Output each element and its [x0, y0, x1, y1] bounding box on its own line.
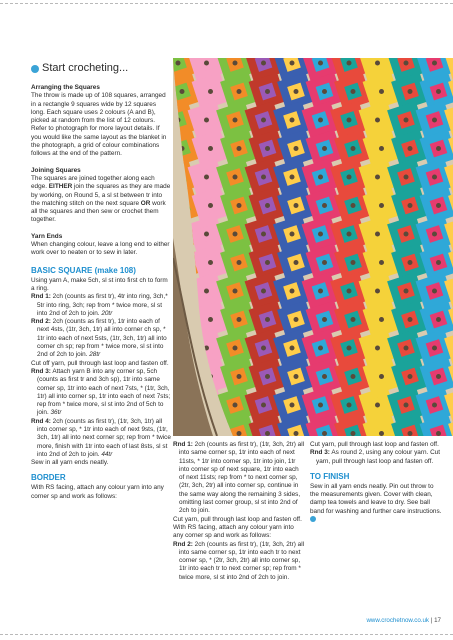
- joining-text-3: work all the squares and then sew or crochet them together.: [31, 199, 166, 224]
- crochet-square-hole: [404, 289, 409, 294]
- crochet-square-hole: [436, 146, 441, 151]
- crochet-square-hole: [261, 289, 266, 294]
- basic-square-intro: Using yarn A, make 5ch, sl st into first ch to form a ring.: [31, 276, 168, 292]
- crochet-square-hole: [233, 118, 238, 123]
- arranging-body: The throw is made up of 108 squares, arranged in a rectangle 9 squares wide by 12 squares long. Each square uses 2 colours (A and B), picked at random from the list of 12 colours. Refer to photograph for more layout details. If you would like the same layout as the blanket in the photograph, a grid of colour combinations follows at the end of the pattern.: [31, 92, 167, 158]
- crochet-square-hole: [408, 431, 413, 436]
- crochet-square-hole: [408, 89, 413, 94]
- crochet-square-hole: [233, 289, 238, 294]
- crochet-square-hole: [290, 403, 295, 408]
- crochet-square-hole: [208, 89, 213, 94]
- rnd-count: 44tr: [101, 450, 113, 458]
- crochet-square-hole: [379, 260, 384, 265]
- crochet-square-hole: [265, 146, 270, 151]
- crochet-square-hole: [351, 89, 356, 94]
- middle-column: [173, 441, 305, 582]
- crochet-square-hole: [204, 61, 209, 66]
- section-heading: [31, 62, 171, 75]
- crochet-square-hole: [322, 89, 327, 94]
- rnd-text: 2ch (counts as first tr), 4tr into ring, 3ch,* 5tr into ring, 3ch; rep from * twice more, sl st into 2nd of 2ch to join.: [37, 293, 168, 317]
- crochet-square-hole: [347, 289, 352, 294]
- border-title: BORDER: [31, 473, 66, 483]
- yarn-ends-body: When changing colour, leave a long end to either work over to neaten or to sew in later.: [31, 241, 170, 257]
- basic-square-title: BASIC SQUARE (make 108): [31, 265, 136, 275]
- crochet-square-hole: [294, 203, 299, 208]
- crochet-square-hole: [208, 203, 213, 208]
- rnd-2-cut: Cut off yarn, pull through last loop and fasten off.: [31, 359, 169, 367]
- crochet-square-hole: [180, 89, 185, 94]
- crochet-square-hole: [432, 118, 437, 123]
- crochet-square-hole: [290, 232, 295, 237]
- finish-text: Sew in all yarn ends neatly. Pin out throw to the measurements given. Cover with clean, damp tea towels and leave to dry. See ball band for washing and further care instructions.: [310, 482, 442, 515]
- rnd-text: 2ch (counts as first tr), (1tr, 3ch, 2tr) all into same corner sp, 1tr into each tr to next corner sp, * (2tr, 3ch, 2tr) all into corner sp, 1tr into each tr to next corner sp; rep from * twice more, sl st into 2nd of 2ch to join.: [179, 540, 305, 581]
- crochet-square-hole: [379, 431, 384, 436]
- crochet-square-hole: [379, 203, 384, 208]
- crochet-square-hole: [408, 317, 413, 322]
- joining-text-1: The squares are joined together along each edge.: [31, 174, 155, 191]
- crochet-square-hole: [176, 61, 181, 66]
- crochet-square-hole: [290, 61, 295, 66]
- rnd-1: [31, 293, 171, 318]
- crochet-square-hole: [237, 146, 242, 151]
- crochet-square-hole: [432, 61, 437, 66]
- crochet-square-hole: [290, 118, 295, 123]
- rnd-label: Rnd 2:: [31, 318, 51, 326]
- crochet-square-hole: [432, 232, 437, 237]
- crochet-square-hole: [318, 232, 323, 237]
- crochet-square-hole: [290, 175, 295, 180]
- crochet-square-hole: [261, 346, 266, 351]
- crochet-square-hole: [375, 61, 380, 66]
- footer-separator: |: [430, 617, 433, 624]
- crochet-square-hole: [379, 317, 384, 322]
- crochet-squares: [173, 58, 453, 436]
- crochet-square-hole: [404, 232, 409, 237]
- crochet-square-hole: [408, 146, 413, 151]
- crochet-square-hole: [432, 403, 437, 408]
- crochet-square-hole: [237, 203, 242, 208]
- crochet-square-hole: [208, 260, 213, 265]
- rnd-label: Rnd 1:: [173, 441, 193, 448]
- crochet-square-hole: [204, 175, 209, 180]
- crochet-square-hole: [375, 346, 380, 351]
- joining-either: EITHER: [48, 183, 73, 191]
- crochet-square-hole: [233, 232, 238, 237]
- crochet-square-hole: [322, 203, 327, 208]
- rnd-2: [31, 318, 171, 359]
- crochet-square-hole: [347, 175, 352, 180]
- crochet-square-hole: [379, 146, 384, 151]
- crochet-square-hole: [375, 175, 380, 180]
- crochet-square-hole: [261, 118, 266, 123]
- crochet-square-hole: [318, 289, 323, 294]
- bullet-dot-icon: [31, 65, 39, 73]
- page-footer: [366, 617, 441, 624]
- crochet-square-hole: [261, 61, 266, 66]
- crochet-square-hole: [233, 61, 238, 66]
- crochet-square-hole: [318, 403, 323, 408]
- crochet-square-hole: [318, 175, 323, 180]
- crochet-square-hole: [237, 260, 242, 265]
- crochet-square-hole: [265, 89, 270, 94]
- border-cut-2: Cut yarn, pull through last loop and fasten off.: [310, 441, 439, 448]
- rnd-text: As round 2, using any colour yarn. Cut yarn, pull through last loop and fasten off.: [316, 449, 441, 465]
- border-rnd-2-start: [173, 541, 305, 582]
- crochet-square-hole: [347, 346, 352, 351]
- left-column: [31, 62, 171, 501]
- rnd-label: Rnd 3:: [310, 449, 330, 457]
- page-number: 17: [434, 617, 441, 624]
- crochet-square-hole: [322, 146, 327, 151]
- rnd-count: 20tr: [101, 309, 113, 317]
- crochet-square-hole: [237, 431, 242, 436]
- crochet-square-hole: [204, 118, 209, 123]
- crochet-square-hole: [432, 175, 437, 180]
- arranging-title: Arranging the Squares: [31, 84, 100, 91]
- crochet-square-hole: [208, 146, 213, 151]
- crochet-square-hole: [294, 146, 299, 151]
- rnd-text: 2ch (counts as first tr), (1tr, 3ch, 1tr) all into corner sp, * 1tr into each of next 9sts, (1tr, 3ch, 1tr) all into next corner sp; rep from * twice more, finish with 1tr into each of last 8sts, sl st into 2nd of 2ch to join.: [37, 417, 171, 458]
- rnd-count: 28tr: [89, 351, 101, 359]
- rnd-label: Rnd 3:: [31, 367, 51, 375]
- crochet-square-hole: [351, 374, 356, 379]
- crochet-square-hole: [375, 403, 380, 408]
- crochet-square-hole: [379, 89, 384, 94]
- crochet-square-hole: [436, 431, 441, 436]
- crochet-square-hole: [322, 431, 327, 436]
- crochet-square-hole: [208, 317, 213, 322]
- to-finish-title: TO FINISH: [310, 471, 350, 481]
- crochet-square-hole: [436, 317, 441, 322]
- crochet-square-hole: [351, 431, 356, 436]
- rnd-count: 36tr: [50, 409, 62, 417]
- right-column: [310, 441, 442, 524]
- crochet-square-hole: [265, 374, 270, 379]
- crochet-square-hole: [237, 317, 242, 322]
- crochet-square-hole: [408, 260, 413, 265]
- crochet-square-hole: [347, 118, 352, 123]
- crochet-square-hole: [436, 374, 441, 379]
- yarn-ends-title: Yarn Ends: [31, 232, 63, 240]
- crochet-square-hole: [436, 89, 441, 94]
- crochet-square-hole: [294, 431, 299, 436]
- crochet-square-hole: [404, 61, 409, 66]
- crochet-square-hole: [432, 346, 437, 351]
- crochet-square-hole: [436, 203, 441, 208]
- crochet-square-hole: [318, 61, 323, 66]
- rnd-text: 2ch (counts as first tr), 1tr into each of next 4sts, (1tr, 3ch, 1tr) all into corner ch sp, * 1tr into each of next 5sts, (1tr, 3ch, 1tr) all into corner ch sp; rep from * twice more, sl st into 2nd of 2ch to join.: [37, 318, 167, 359]
- crochet-square-hole: [294, 317, 299, 322]
- sew-in-ends: Sew in all yarn ends neatly.: [31, 459, 109, 467]
- joining-body: [31, 175, 171, 225]
- rnd-label: Rnd 1:: [31, 293, 51, 301]
- crochet-square-hole: [404, 175, 409, 180]
- crochet-square-hole: [237, 374, 242, 379]
- border-rnd-1: [173, 441, 305, 516]
- crochet-square-hole: [351, 317, 356, 322]
- joining-or: OR: [140, 199, 151, 207]
- crochet-square-hole: [347, 232, 352, 237]
- crochet-square-hole: [375, 232, 380, 237]
- crochet-square-hole: [318, 118, 323, 123]
- crochet-square-hole: [351, 146, 356, 151]
- crochet-square-hole: [290, 289, 295, 294]
- rnd-text: Attach yarn B into any corner sp, 5ch (counts as first tr and 3ch sp), 1tr into same corner sp, 1tr into each of next 7sts, * (1tr, 3ch, 1tr) all into corner sp, 1tr into each of next 7sts; rep from * twice more, sl st into 2nd of 5ch to join.: [37, 367, 171, 417]
- crochet-square-hole: [351, 260, 356, 265]
- crochet-square-hole: [204, 289, 209, 294]
- crochet-square-hole: [404, 346, 409, 351]
- crochet-square-hole: [237, 89, 242, 94]
- crochet-square-hole: [404, 118, 409, 123]
- rnd-3: [31, 368, 171, 418]
- crochet-square-hole: [233, 175, 238, 180]
- crochet-square-hole: [375, 118, 380, 123]
- crochet-square-hole: [294, 374, 299, 379]
- crochet-square-hole: [347, 403, 352, 408]
- crochet-square-hole: [322, 374, 327, 379]
- crochet-square-hole: [265, 317, 270, 322]
- crochet-square-hole: [379, 374, 384, 379]
- crochet-square-hole: [347, 61, 352, 66]
- border-rnd-3: [310, 449, 442, 466]
- footer-url[interactable]: www.crochetnow.co.uk: [366, 617, 430, 624]
- bottom-dashed-rule: [0, 634, 453, 635]
- crochet-square-hole: [290, 346, 295, 351]
- crochet-square-hole: [261, 232, 266, 237]
- rnd-text: 2ch (counts as first tr), (1tr, 3ch, 2tr) all into same corner sp, 1tr into each of next 11sts, * 1tr into corner sp, 1tr into join, 1tr into corner sp of next square, 1tr into each of next 11sts; rep from * to next corner sp, (2tr, 3ch, 2tr) all into corner sp, continue in the same way along the remaining 3 sides, omitting last corner group, sl st into 2nd of 2ch to join.: [179, 441, 305, 515]
- crochet-square-hole: [265, 260, 270, 265]
- crochet-square-hole: [404, 403, 409, 408]
- crochet-square-hole: [294, 89, 299, 94]
- crochet-square-hole: [322, 317, 327, 322]
- crochet-square-hole: [436, 260, 441, 265]
- crochet-square-hole: [375, 289, 380, 294]
- crochet-square-hole: [233, 346, 238, 351]
- crochet-square-hole: [318, 346, 323, 351]
- joining-title: Joining Squares: [31, 166, 81, 174]
- joining-text-2: join the squares as they are made by working, on Round 5, a sl st between tr into the matching stitch on the next square: [31, 183, 171, 207]
- heading-text: Start crocheting...: [42, 62, 129, 74]
- border-intro: With RS facing, attach any colour yarn into any corner sp and work as follows:: [31, 484, 164, 500]
- rnd-4: [31, 418, 171, 459]
- crochet-square-hole: [265, 431, 270, 436]
- border-cut-1: Cut yarn, pull through last loop and fasten off.: [173, 515, 302, 523]
- border-rs-2: With RS facing, attach any colour yarn into any corner sp and work as follows:: [173, 523, 294, 540]
- blanket-photo: [173, 58, 453, 436]
- end-dot-icon: [310, 516, 316, 522]
- rnd-label: Rnd 4:: [31, 417, 51, 425]
- crochet-square-hole: [261, 403, 266, 408]
- crochet-square-hole: [294, 260, 299, 265]
- crochet-square-hole: [351, 203, 356, 208]
- crochet-square-hole: [408, 374, 413, 379]
- to-finish-body: [310, 483, 442, 524]
- granny-square-blanket-image: [173, 58, 453, 436]
- rnd-label: Rnd 2:: [173, 540, 193, 548]
- top-dashed-rule: [0, 3, 453, 4]
- crochet-square-hole: [233, 403, 238, 408]
- crochet-square-hole: [261, 175, 266, 180]
- crochet-square-hole: [265, 203, 270, 208]
- crochet-square-hole: [432, 289, 437, 294]
- crochet-square-hole: [204, 232, 209, 237]
- crochet-square-hole: [408, 203, 413, 208]
- crochet-square-hole: [322, 260, 327, 265]
